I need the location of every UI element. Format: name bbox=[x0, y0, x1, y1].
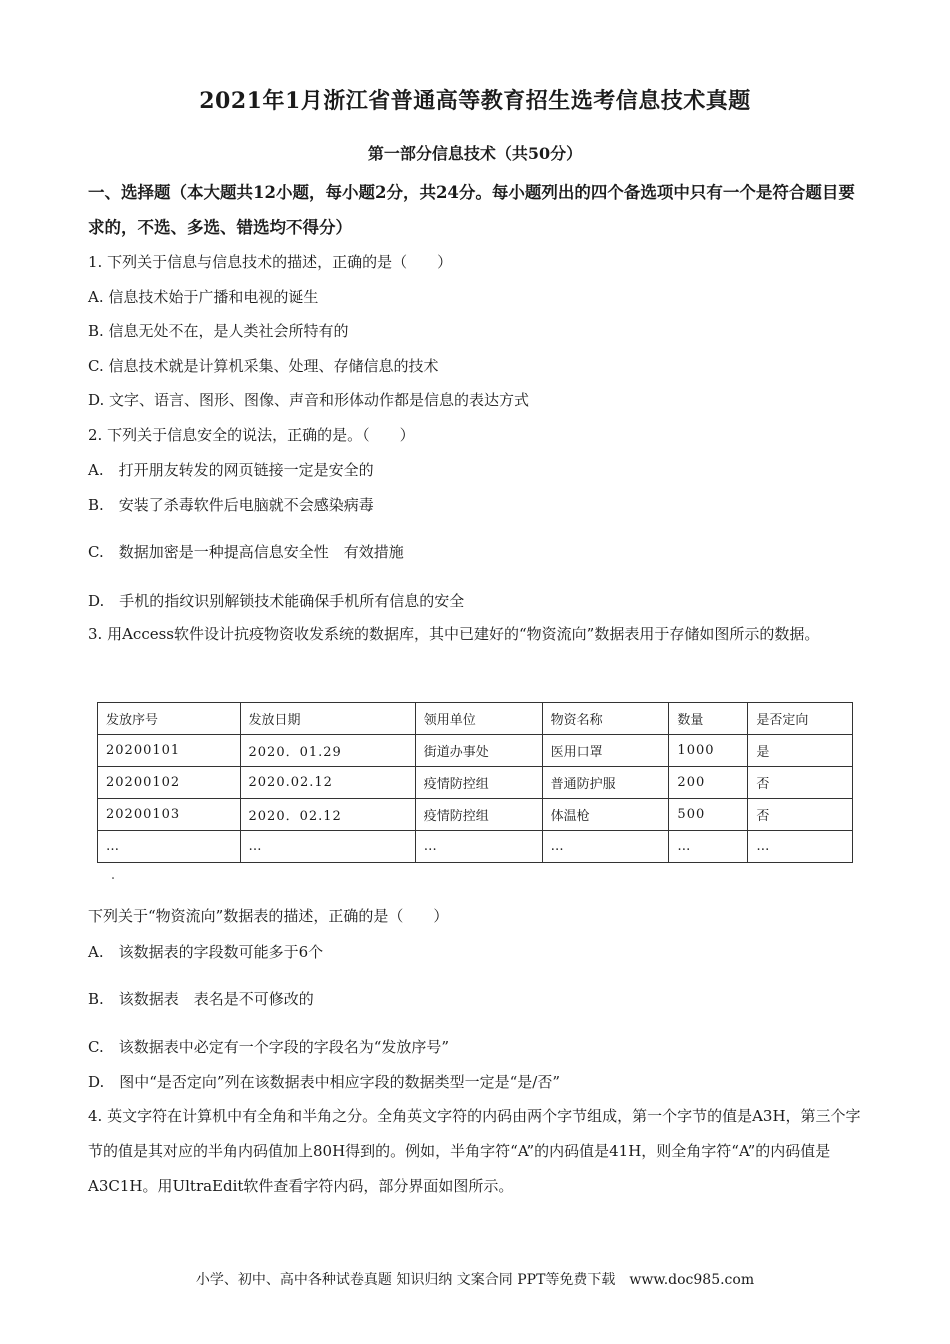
part-subtitle: 第一部分信息技术（共50分） bbox=[367, 144, 583, 163]
q3-option-a: A. 该数据表的字段数可能多于6个 bbox=[88, 943, 324, 961]
page-footer: 小学、初中、高中各种试卷真题 知识归纳 文案合同 PPT等免费下载 www.doc985.com bbox=[195, 1272, 755, 1288]
table-cell: … bbox=[542, 831, 669, 863]
table-cell: 2020.02.12 bbox=[240, 767, 415, 799]
table-header-cell: 发放序号 bbox=[98, 703, 241, 735]
table-cell: … bbox=[98, 831, 241, 863]
table-cell: 20200101 bbox=[98, 735, 241, 767]
q2-stem: 2. 下列关于信息安全的说法，正确的是。（ ） bbox=[88, 426, 415, 444]
table-cell: 200 bbox=[669, 767, 748, 799]
q3-option-d: D. 图中“是否定向”列在该数据表中相应字段的数据类型一定是“是/否” bbox=[88, 1073, 560, 1091]
q1-option-a: A. 信息技术始于广播和电视的诞生 bbox=[88, 288, 319, 306]
table-cell: … bbox=[415, 831, 542, 863]
table-cell: 否 bbox=[748, 799, 853, 831]
q1-option-b: B. 信息无处不在，是人类社会所特有的 bbox=[88, 322, 349, 340]
table-header-cell: 物资名称 bbox=[542, 703, 669, 735]
table-header-cell: 发放日期 bbox=[240, 703, 415, 735]
table-header-row bbox=[98, 703, 853, 735]
table-cell: 疫情防控组 bbox=[415, 799, 542, 831]
table-cell: 500 bbox=[669, 799, 748, 831]
table-cell: 医用口罩 bbox=[542, 735, 669, 767]
data-table bbox=[97, 702, 853, 863]
table-cell: 20200102 bbox=[98, 767, 241, 799]
q2-option-d: D. 手机的指纹识别解锁技术能确保手机所有信息的安全 bbox=[88, 592, 465, 610]
table-row bbox=[98, 831, 853, 863]
q1-option-d: D. 文字、语言、图形、图像、声音和形体动作都是信息的表达方式 bbox=[88, 391, 530, 409]
q1-stem: 1. 下列关于信息与信息技术的描述，正确的是（ ） bbox=[88, 253, 453, 271]
table-row bbox=[98, 799, 853, 831]
section-heading: 一、选择题（本大题共12小题，每小题2分，共24分。每小题列出的四个备选项中只有一个是符合题目要求的，不选、多选、错选均不得分） bbox=[88, 183, 855, 237]
table-cell: 2020．01.29 bbox=[240, 735, 415, 767]
q2-option-b: B. 安装了杀毒软件后电脑就不会感染病毒 bbox=[88, 496, 374, 514]
table-cell: … bbox=[240, 831, 415, 863]
page-title: 2021年1月浙江省普通高等教育招生选考信息技术真题 bbox=[199, 88, 751, 114]
table-cell: 20200103 bbox=[98, 799, 241, 831]
table-cell: 是 bbox=[748, 735, 853, 767]
q3-question: 下列关于“物资流向”数据表的描述，正确的是（ ） bbox=[88, 907, 449, 925]
table-cell: 普通防护服 bbox=[542, 767, 669, 799]
q3-stem: 3. 用Access软件设计抗疫物资收发系统的数据库，其中已建好的“物资流向”数据表用于存储如图所示的数据。 bbox=[88, 625, 820, 643]
q3-option-b: B. 该数据表 表名是不可修改的 bbox=[88, 990, 314, 1008]
table-header-cell: 数量 bbox=[669, 703, 748, 735]
table-cell: 体温枪 bbox=[542, 799, 669, 831]
q3-option-c: C. 该数据表中必定有一个字段的字段名为“发放序号” bbox=[88, 1038, 450, 1056]
table-cell: … bbox=[748, 831, 853, 863]
q4-stem: 4. 英文字符在计算机中有全角和半角之分。全角英文字符的内码由两个字节组成，第一个字节的值是A3H，第三个字节的值是其对应的半角内码值加上80H得到的。例如，半角字符“A”的内码值是41H，则全角字符“A”的内码值是A3C1H。用UltraEdit软件查看字符内码，部分界面如图所示。 bbox=[88, 1107, 861, 1195]
table-header-cell: 是否定向 bbox=[748, 703, 853, 735]
table-cell: 疫情防控组 bbox=[415, 767, 542, 799]
table-row bbox=[98, 735, 853, 767]
table-cell: 否 bbox=[748, 767, 853, 799]
table-cell: … bbox=[669, 831, 748, 863]
q2-option-c: C. 数据加密是一种提高信息安全性 有效措施 bbox=[88, 543, 404, 561]
table-header-cell: 领用单位 bbox=[415, 703, 542, 735]
stray-mark: ・ bbox=[108, 874, 118, 885]
table-cell: 街道办事处 bbox=[415, 735, 542, 767]
q1-option-c: C. 信息技术就是计算机采集、处理、存储信息的技术 bbox=[88, 357, 439, 375]
q2-option-a: A. 打开朋友转发的网页链接一定是安全的 bbox=[88, 461, 374, 479]
table-cell: 1000 bbox=[669, 735, 748, 767]
table-row bbox=[98, 767, 853, 799]
table-cell: 2020．02.12 bbox=[240, 799, 415, 831]
